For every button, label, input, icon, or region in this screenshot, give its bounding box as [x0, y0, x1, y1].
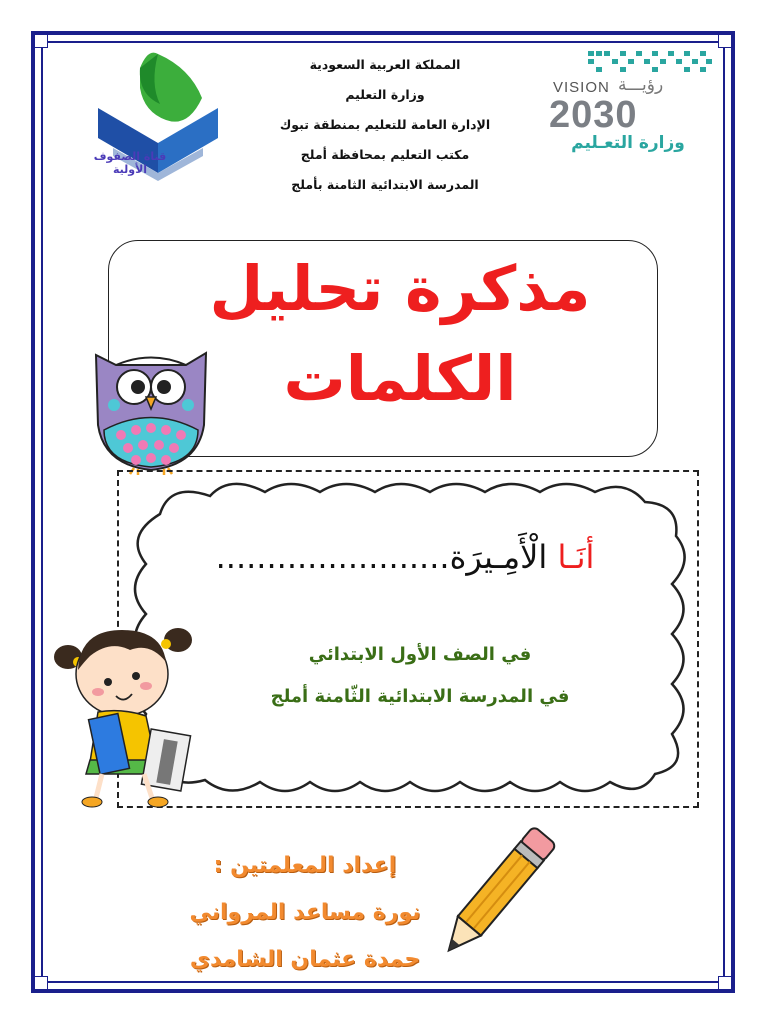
pencil-icon [430, 818, 565, 968]
channel-logo-caption: قناة الصفوف الأولية [93, 150, 167, 176]
vision-year: 2030 [549, 94, 638, 136]
teacher-name-1: نورة مساعد المرواني [189, 900, 421, 925]
header-block [230, 50, 540, 200]
header-line-admin: الإدارة العامة للتعليم بمنطقة تبوك [279, 117, 491, 132]
princess-rest: الْأَمِـيرَة....................... [215, 538, 548, 576]
header-line-school: المدرسة الابتدائية الثامنة بأملج [291, 177, 479, 192]
border-corner-bottom-left [34, 976, 48, 990]
vision-label: VISION [553, 79, 610, 96]
owl-icon [86, 335, 216, 475]
header-line-ministry: وزارة التعليم [345, 87, 425, 102]
princess-ana: أنَـا [557, 538, 595, 576]
prepared-by-block [175, 842, 435, 983]
border-corner-bottom-right [718, 976, 732, 990]
girl-student-icon [50, 612, 210, 812]
title-line-2: الكلمات [283, 342, 517, 415]
header-line-office: مكتب التعليم بمحافظة أملج [300, 147, 470, 162]
teacher-name-2: حمدة عثمان الشامدي [189, 947, 421, 972]
vision-label-ar: رؤيـــة [618, 75, 664, 95]
title-line-1: مذكرة تحليل [209, 252, 591, 325]
princess-line [160, 538, 650, 576]
header-line-kingdom: المملكة العربية السعودية [309, 57, 461, 72]
grade-line-2: في المدرسة الابتدائية الثّامنة أملج [270, 686, 570, 707]
grade-line-1: في الصف الأول الابتدائي [308, 644, 532, 665]
prepared-heading: إعداد المعلمتين : [213, 853, 397, 878]
border-corner-top-right [718, 34, 732, 48]
ministry-name: وزارة التعـليم [571, 133, 685, 153]
border-corner-top-left [34, 34, 48, 48]
grade-block [230, 634, 610, 718]
